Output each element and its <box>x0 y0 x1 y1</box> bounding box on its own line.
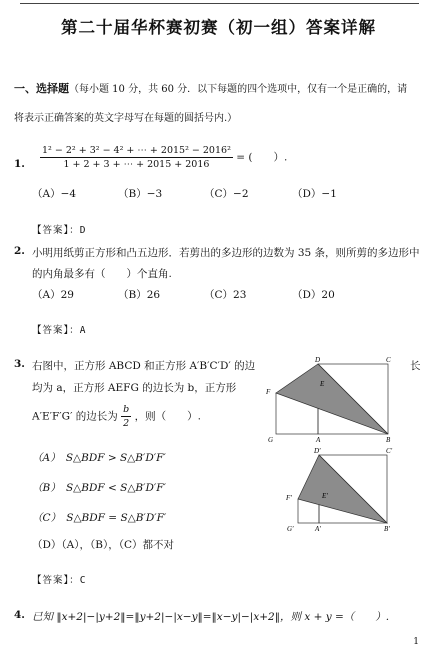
section-intro-line1: （每小题 10 分，共 60 分．以下每题的四个选项中，仅有一个是正确的，请 <box>69 84 408 95</box>
q3-answer: 【答案】：C <box>32 575 87 586</box>
fig2-label-g: G′ <box>287 525 294 533</box>
fig1-label-d: D <box>315 356 321 364</box>
q3-frac-num: b <box>123 404 130 415</box>
q3-line3 <box>32 404 201 429</box>
fig2-label-b: B′ <box>384 525 390 533</box>
fig2-label-a: A′ <box>315 525 321 533</box>
q3-figure-2 <box>284 446 400 536</box>
q2-number: 2. <box>14 245 25 257</box>
q2-answer: 【答案】：A <box>32 325 87 336</box>
top-rule <box>20 3 419 4</box>
q2-line2: 的内角最多有（ ）个直角. <box>32 268 172 280</box>
q1-numerator: 1² − 2² + 3² − 4² + ⋯ + 2015² − 2016² <box>42 145 231 156</box>
q1-option-b: （B）−3 <box>118 188 163 200</box>
fig2-triangle-bdf <box>298 455 387 523</box>
section-title: 一、选择题 <box>14 82 69 95</box>
q3-option-d: （D）（A），（B），（C）都不对 <box>32 539 175 551</box>
fig2-label-e: E′ <box>322 492 328 500</box>
fig1-label-e: E <box>320 380 325 388</box>
q1-answer: 【答案】：D <box>32 225 87 236</box>
q3-option-c: （C） S△BDF = S△B′D′F′ <box>32 512 167 524</box>
fig1-label-b: B <box>386 436 391 444</box>
q3-line3-post: ，则（ ）. <box>134 410 201 423</box>
q2-option-a: （A）29 <box>32 289 74 301</box>
q2-line1: 小明用纸剪正方形和凸五边形．若剪出的多边形的边数为 35 条，则所剪的多边形中 <box>32 247 420 259</box>
q3-frac-den: 2 <box>123 418 130 429</box>
q3-number: 3. <box>14 358 25 370</box>
q1-denominator: 1 + 2 + 3 + ⋯ + 2015 + 2016 <box>63 159 210 170</box>
q1-number: 1. <box>14 158 25 170</box>
q3-option-b: （B） S△BDF < S△B′D′F′ <box>32 482 166 494</box>
q3-line3-pre: A′E′F′G′ 的边长为 <box>32 410 118 423</box>
fig1-label-c: C <box>386 356 391 364</box>
q3-fraction <box>121 404 131 429</box>
q2-option-c: （C）23 <box>204 289 247 301</box>
q2-option-d: （D）20 <box>292 289 335 301</box>
q4-number: 4. <box>14 609 25 621</box>
q3-line1: 右图中，正方形 ABCD 和正方形 A′B′C′D′ 的边 <box>32 360 256 372</box>
fig1-label-f: F <box>266 388 271 396</box>
section-heading <box>14 80 407 96</box>
fig2-label-f: F′ <box>286 494 292 502</box>
q1-option-d: （D）−1 <box>292 188 337 200</box>
q3-figure-1 <box>262 356 406 444</box>
q1-tail: = ( ）. <box>236 151 288 164</box>
fig1-label-a: A <box>316 436 321 444</box>
q3-option-a: （A） S△BDF > S△B′D′F′ <box>32 452 166 464</box>
q1-expression <box>40 145 287 170</box>
fig1-label-g: G <box>268 436 274 444</box>
section-intro-line2: 将表示正确答案的英文字母写在每题的圆括号内.） <box>14 113 238 124</box>
q3-line1-end: 长 <box>410 360 421 372</box>
q2-option-b: （B）26 <box>118 289 161 301</box>
fig2-label-d: D′ <box>314 447 321 455</box>
q1-fraction <box>40 145 233 170</box>
fig2-label-c: C′ <box>386 447 393 455</box>
fig1-triangle-bdf <box>276 364 388 434</box>
q4-text: 已知 ‖x+2|−|y+2‖=‖y+2|−|x−y‖=‖x−y|−|x+2‖，则 x + y =（ ）. <box>32 611 390 623</box>
q1-option-a: （A）−4 <box>32 188 77 200</box>
q3-line2: 均为 a，正方形 AEFG 的边长为 b，正方形 <box>32 382 237 394</box>
q1-option-c: （C）−2 <box>204 188 249 200</box>
page-number: 1 <box>413 637 419 647</box>
page-title: 第二十届华杯赛初赛（初一组）答案详解 <box>61 18 376 37</box>
